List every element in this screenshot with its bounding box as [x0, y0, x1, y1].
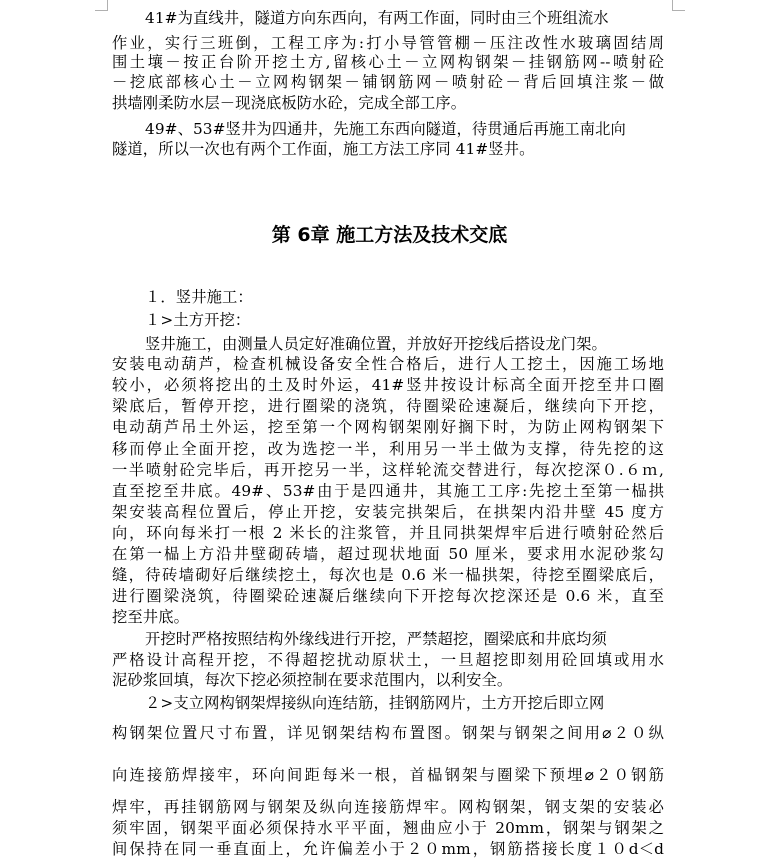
paragraph-line: ２>支立网构钢架焊接纵向连结筋，挂钢筋网片，土方开挖后即立网 — [145, 694, 605, 712]
paragraph-line: 焊牢，再挂钢筋网与钢架及纵向连接筋焊牢。网构钢架，钢支架的安装必 — [112, 798, 664, 816]
paragraph-line: 安装电动葫芦，检查机械设备安全性合格后，进行人工挖土，因施工场地 — [112, 355, 664, 373]
paragraph-line: 梁底后，暂停开挖，进行圈梁的浇筑，待圈梁砼速凝后，继续向下开挖， — [112, 397, 664, 415]
paragraph-line: 间保持在同一垂直面上，允许偏差小于２０mm，钢筋搭接长度１０d＜d — [112, 840, 664, 858]
page-corner-mark — [672, 0, 685, 11]
paragraph-line: 开挖时严格按照结构外缘线进行开挖，严禁超挖，圈梁底和井底均须 — [145, 630, 607, 648]
paragraph-line: 严格设计高程开挖，不得超挖扰动原状土，一旦超挖即刻用砼回填或用水 — [112, 651, 664, 669]
subsection-title: １>土方开挖： — [145, 311, 251, 329]
paragraph-line: 移而停止全面开挖，改为选挖一半，利用另一半土做为支撑，待先挖的这 — [112, 440, 664, 458]
paragraph-line: 41#为直线井，隧道方向东西向，有两工作面，同时由三个班组流水 — [145, 9, 609, 27]
paragraph-line: 隧道，所以一次也有两个工作面，施工方法工序同 41#竖井。 — [112, 140, 535, 158]
paragraph-line: 49#、53#竖井为四通井，先施工东西向隧道，待贯通后再施工南北向 — [145, 120, 626, 138]
paragraph-line: 较小，必须将挖出的土及时外运，41#竖井按设计标高全面开挖至井口圈 — [112, 376, 664, 394]
chapter-heading: 第 6章 施工方法及技术交底 — [271, 224, 508, 246]
paragraph-line: 须牢固，钢架平面必须保持水平平面，翘曲应小于 20mm，钢架与钢架之 — [112, 819, 664, 837]
paragraph-line: 直至挖至井底。49#、53#由于是四通井，其施工工序:先挖土至第一榀拱 — [112, 482, 664, 500]
paragraph-line: 构钢架位置尺寸布置，详见钢架结构布置图。钢架与钢架之间用⌀２０纵 — [112, 724, 664, 742]
paragraph-line: 进行圈梁浇筑，待圈梁砼速凝后继续向下开挖每次挖深还是 0.6 米，直至 — [112, 587, 664, 605]
paragraph-line: 向，环向每米打一根 2 米长的注浆管，并且同拱架焊牢后进行喷射砼然后 — [112, 524, 664, 542]
paragraph-line: 在第一榀上方沿井壁砌砖墙，超过现状地面 50 厘米，要求用水泥砂浆勾 — [112, 545, 664, 563]
paragraph-line: －挖底部核心土－立网构钢架－铺钢筋网－喷射砼－背后回填注浆－做 — [112, 73, 664, 91]
paragraph-line: 作业，实行三班倒，工程工序为:打小导管管棚－压注改性水玻璃固结周 — [112, 34, 664, 52]
paragraph-line: 围土壤－按正台阶开挖土方,留核心土－立网构钢架－挂钢筋网--喷射砼 — [112, 53, 664, 71]
paragraph-line: 架安装高程位置后，停止开挖，安装完拱架后，在拱架内沿井壁 45 度方 — [112, 503, 664, 521]
paragraph-line: 向连接筋焊接牢，环向间距每米一根，首榀钢架与圈梁下预埋⌀２０钢筋 — [112, 766, 664, 784]
paragraph-line: 挖至井底。 — [112, 608, 189, 626]
paragraph-line: 一半喷射砼完毕后，再开挖另一半，这样轮流交替进行，每次挖深０.６ｍ, — [112, 461, 664, 479]
paragraph-line: 拱墙刚柔防水层－现浇底板防水砼，完成全部工序。 — [112, 94, 467, 112]
section-number: １．竖井施工： — [145, 288, 253, 306]
paragraph-line: 缝，待砖墙砌好后继续挖土，每次也是 0.6 米一榀拱架，待挖至圈梁底后， — [112, 566, 664, 584]
paragraph-line: 竖井施工，由测量人员定好准确位置，并放好开挖线后搭设龙门架。 — [145, 335, 607, 353]
page-corner-mark — [95, 0, 108, 11]
paragraph-line: 泥砂浆回填，每次下挖必须控制在要求范围内，以利安全。 — [112, 671, 513, 689]
paragraph-line: 电动葫芦吊土外运，挖至第一个网构钢架刚好搁下时，为防止网构钢架下 — [112, 418, 664, 436]
